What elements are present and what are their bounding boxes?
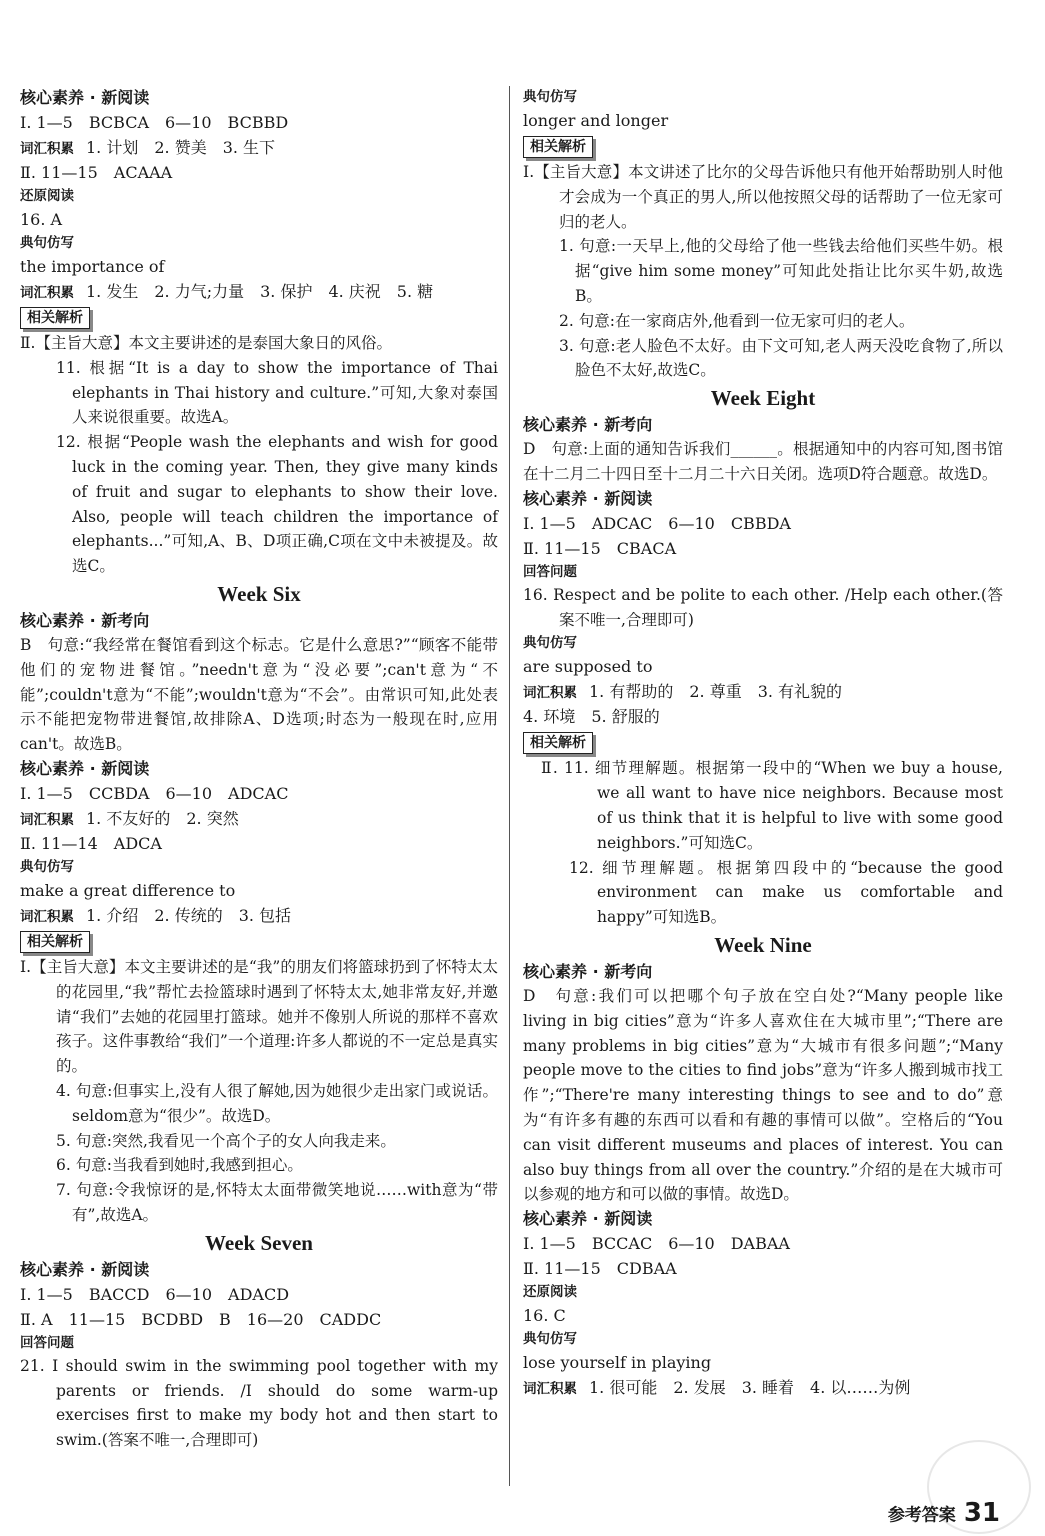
column-divider: [509, 86, 510, 1486]
section-heading: 核心素养 · 新阅读: [20, 88, 150, 107]
answer-line: Ⅰ. 1—5 BCCAC 6—10 DABAA: [523, 1234, 790, 1254]
analysis-paragraph: 4. 句意:但事实上,没有人很了解她,因为她很少走出家门或说话。seldom意为“很少”。故选D。: [56, 1081, 498, 1125]
sub-heading: 回答问题: [523, 563, 577, 580]
section-heading: 核心素养 · 新阅读: [20, 758, 150, 778]
section-heading: 核心素养 · 新阅读: [20, 1259, 150, 1279]
sub-heading: 典句仿写: [20, 235, 74, 251]
week-title: Week Nine: [714, 932, 812, 957]
week-title: Week Seven: [205, 1230, 313, 1255]
sub-heading: 典句仿写: [523, 1331, 577, 1348]
analysis-paragraph: Ⅱ. 11. 细节理解题。根据第一段中的“When we buy a house, we all want to have nice neighbors. Because most of us think that it is helpful to live with some good neighbors.”可知选C。: [541, 759, 1003, 852]
section-heading: 核心素养 · 新考向: [20, 610, 150, 630]
analysis-paragraph: 12. 细节理解题。根据第四段中的“because the good environment can make us comfortable and happy”可知选B。: [569, 858, 1003, 927]
answer-line: Ⅱ. 11—14 ADCA: [20, 833, 162, 853]
sub-heading: 典句仿写: [20, 858, 74, 875]
analysis-paragraph: 1. 句意:一天早上,他的父母给了他一些钱去给他们买些牛奶。根据“give him some money”可知此处指让比尔买牛奶,故选B。: [559, 237, 1003, 305]
answer-line: longer and longer: [523, 111, 669, 130]
vocab-line: [20, 806, 498, 831]
analysis-paragraph: Ⅰ.【主旨大意】本文主要讲述的是“我”的朋友们将篮球扔到了怀特太太的花园里,“我”帮忙去捡篮球时遇到了怀特太太,她非常友好,并邀请“我们”去她的花园里打篮球。她并不像别人所说的那样不喜欢孩子。这件事教给“我们”一个道理:许多人都说的不一定总是真实的。: [20, 957, 498, 1076]
analysis-paragraph: 3. 句意:老人脸色不太好。由下文可知,老人两天没吃食物了,所以脸色不太好,故选C。: [559, 336, 1003, 380]
sub-heading: 还原阅读: [523, 1284, 577, 1301]
analysis-paragraph: D 句意:我们可以把哪个句子放在空白处?“Many people like living in big cities”意为“许多人喜欢住在大城市里”;“There are many problems in big cities”意为“大城市有很多问题”;“Many people move to the cities to find jobs”意为“许多人搬到城市找工作”;“There're many interesting things to see and to do”意为“有许多有趣的东西可以看和有趣的事情可以做”。空格后的“You can visit different museums and places of interest. You can also buy things from all over the country.”介绍的是在大城市可以参观的地方和可以做的事情。故选D。: [523, 986, 1003, 1204]
answer-line: Ⅱ. 11—15 ACAAA: [20, 163, 173, 182]
answer-line: the importance of: [20, 257, 165, 276]
section-heading: 核心素养 · 新阅读: [523, 488, 653, 508]
analysis-paragraph: Ⅱ.【主旨大意】本文主要讲述的是泰国大象日的风俗。: [20, 334, 392, 352]
analysis-paragraph: 7. 句意:令我惊讶的是,怀特太太面带微笑地说……with意为“带有”,故选A。: [56, 1181, 498, 1224]
sub-heading: 回答问题: [20, 1334, 74, 1351]
answer-line: Ⅱ. 11—15 CDBAA: [523, 1259, 677, 1279]
week-title: Week Eight: [710, 386, 816, 411]
analysis-paragraph: 6. 句意:当我看到她时,我感到担心。: [56, 1156, 303, 1175]
vocab-items: 1. 发生 2. 力气;力量 3. 保护 4. 庆祝 5. 糖: [86, 282, 434, 301]
section-heading: 核心素养 · 新考向: [523, 415, 653, 435]
analysis-paragraph: 5. 句意:突然,我看见一个高个子的女人向我走来。: [56, 1131, 396, 1150]
analysis-paragraph: B 句意:“我经常在餐馆看到这个标志。它是什么意思?”“顾客不能带他们的宠物进餐馆。”needn't意为“没必要”;can't意为“不能”;couldn't意为“不能”;wouldn't意为“不会”。由常识可知,此处表示不能把宠物带进餐馆,故排除A、D选项;时态为一般现在时,应用can't。故选B。: [20, 635, 498, 754]
vocab-items: 1. 不友好的 2. 突然: [86, 808, 239, 828]
analysis-paragraph: 12. 根据“People wash the elephants and wish for good luck in the coming year. Then, they give many kinds of fruit and sugar to elephants to show their love. Also, people will teach children the importance of elephants...”可知,A、B、D项正确,C项在文中未被提及。故选C。: [56, 433, 498, 576]
sub-heading: 典句仿写: [523, 89, 577, 105]
answer-line: Ⅱ. A 11—15 BCDBD B 16—20 CADDC: [20, 1309, 382, 1329]
vocab-label: 词汇积累: [523, 1381, 577, 1398]
analysis-tag: 相关解析: [523, 136, 593, 158]
analysis-paragraph: 2. 句意:在一家商店外,他看到一位无家可归的老人。: [559, 311, 915, 330]
answer-line: 16. C: [523, 1306, 566, 1326]
vocab-line: [20, 279, 498, 304]
vocab-label: 词汇积累: [523, 685, 577, 702]
vocab-label: 词汇积累: [20, 908, 74, 925]
right-column: [523, 86, 1003, 1400]
vocab-items: 1. 有帮助的 2. 尊重 3. 有礼貌的: [589, 682, 843, 702]
answer-line: Ⅰ. 1—5 CCBDA 6—10 ADCAC: [20, 783, 289, 803]
answer-line: Ⅰ. 1—5 BCBCA 6—10 BCBBD: [20, 113, 289, 132]
page-footer: [888, 1498, 1000, 1528]
vocab-label: 词汇积累: [20, 811, 74, 828]
answer-line: are supposed to: [523, 657, 653, 677]
left-column: [20, 86, 498, 1453]
answer-line: Ⅰ. 1—5 BACCD 6—10 ADACD: [20, 1284, 290, 1304]
week-title: Week Six: [217, 581, 301, 606]
analysis-paragraph: 16. Respect and be polite to each other. /Help each other.(答案不唯一,合理即可): [523, 585, 1003, 629]
analysis-paragraph: D 句意:上面的通知告诉我们______。根据通知中的内容可知,图书馆在十二月二十四日至十二月二十六日关闭。选项D符合题意。故选D。: [523, 440, 1003, 483]
answer-line: 16. A: [20, 210, 63, 229]
vocab-line: 4. 环境 5. 舒服的: [523, 707, 660, 727]
vocab-label: 词汇积累: [20, 141, 74, 157]
sub-heading: 还原阅读: [20, 188, 74, 204]
section-heading: 核心素养 · 新阅读: [523, 1209, 653, 1229]
section-heading: 核心素养 · 新考向: [523, 961, 653, 981]
analysis-paragraph: Ⅰ.【主旨大意】本文讲述了比尔的父母告诉他只有他开始帮助别人时他才会成为一个真正的男人,所以他按照父母的话帮助了一位无家可归的老人。: [523, 163, 1003, 231]
footer-label: 参考答案: [887, 1505, 956, 1526]
analysis-tag: 相关解析: [20, 307, 90, 329]
vocab-items: 1. 介绍 2. 传统的 3. 包括: [86, 905, 292, 925]
answer-line: Ⅱ. 11—15 CBACA: [523, 538, 677, 558]
vocab-line: [20, 135, 498, 160]
vocab-label: 词汇积累: [20, 285, 74, 301]
answer-line: lose yourself in playing: [523, 1353, 712, 1373]
vocab-line: [20, 903, 498, 928]
vocab-items: 1. 很可能 2. 发展 3. 睡着 4. 以……为例: [589, 1378, 911, 1398]
analysis-paragraph: 21. I should swim in the swimming pool together with my parents or friends. /I should do some warm-up exercises first to make my body hot and then start to swim.(答案不唯一,合理即可): [20, 1356, 498, 1450]
page-number: 31: [963, 1498, 1000, 1528]
answer-line: Ⅰ. 1—5 ADCAC 6—10 CBBDA: [523, 513, 791, 533]
sub-heading: 典句仿写: [523, 635, 577, 652]
vocab-items: 1. 计划 2. 赞美 3. 生下: [86, 138, 276, 157]
vocab-line: [523, 679, 1003, 704]
vocab-line: [523, 1375, 1003, 1400]
analysis-paragraph: 11. 根据“It is a day to show the importance of Thai elephants in Thai history and culture.”可知,大象对泰国人来说很重要。故选A。: [56, 358, 498, 427]
analysis-tag: 相关解析: [523, 732, 593, 754]
answer-line: make a great difference to: [20, 880, 236, 900]
analysis-tag: 相关解析: [20, 931, 90, 953]
